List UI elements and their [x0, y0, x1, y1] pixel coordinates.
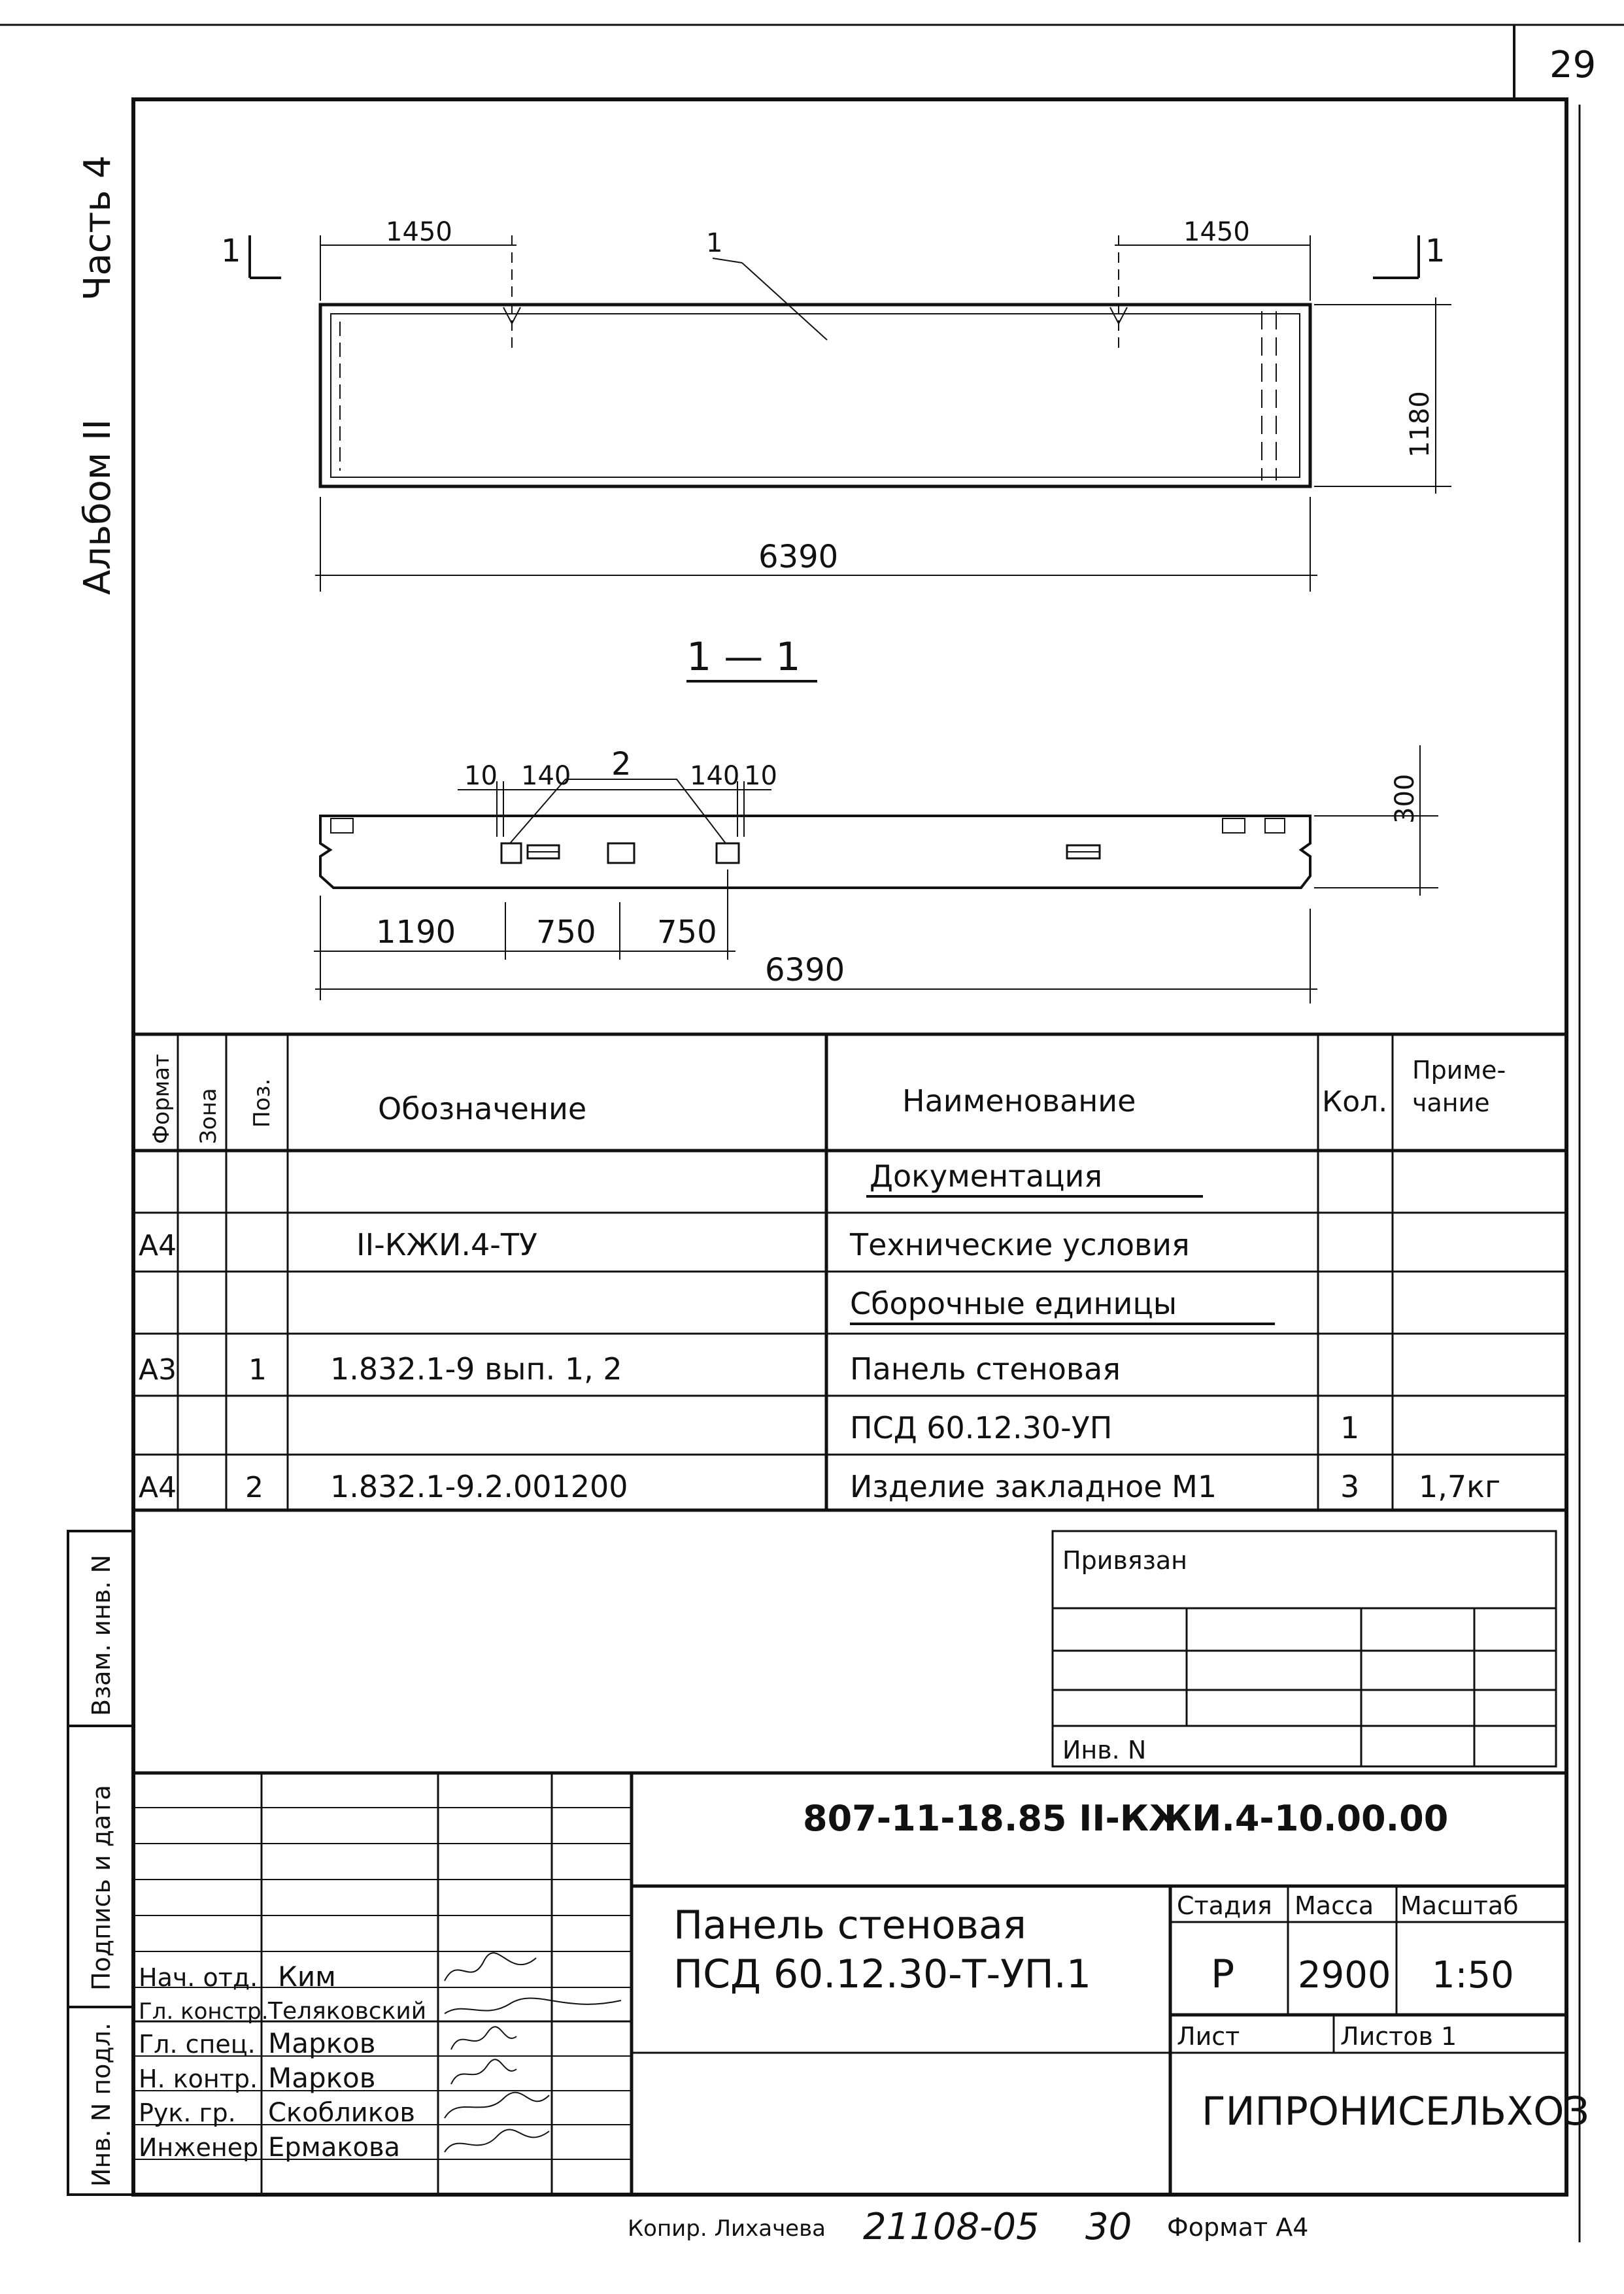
footer-number: 21108-05 — [863, 2206, 1040, 2248]
footer — [628, 2206, 1308, 2248]
cut-mark-left: 1 — [221, 233, 241, 269]
sig-role: Гл. констр. — [139, 1999, 269, 2025]
header-qty: Кол. — [1322, 1085, 1388, 1119]
side-caption — [76, 155, 119, 595]
signature-scribble — [451, 2059, 516, 2084]
dim-750-1: 750 — [536, 914, 596, 951]
vzam-inv-label: Взам. инв. N — [87, 1555, 116, 1716]
sig-name: Марков — [268, 2062, 376, 2094]
binding-label: Привязан — [1062, 1546, 1187, 1575]
row-pos: 1 — [248, 1353, 267, 1387]
row-designation: 1.832.1-9.2.001200 — [330, 1469, 628, 1504]
sig-name: Теляковский — [268, 1998, 427, 2025]
dim-10-right: 10 — [744, 761, 777, 791]
row-designation: 1.832.1-9 вып. 1, 2 — [330, 1351, 622, 1387]
row-name: Документация — [870, 1158, 1103, 1194]
header-note-1: Приме- — [1412, 1056, 1506, 1085]
header-name: Наименование — [902, 1083, 1136, 1119]
panel-outline — [320, 305, 1310, 486]
sign-date-label: Подпись и дата — [87, 1785, 116, 1991]
section-view — [314, 634, 1438, 1004]
part-caption: Часть 4 — [76, 155, 119, 301]
row-format: А4 — [139, 1229, 177, 1262]
sig-name: Ким — [278, 1961, 336, 1993]
scale-label: Масштаб — [1400, 1891, 1519, 1920]
row-format: А3 — [139, 1353, 177, 1387]
drawing-frame — [133, 99, 1566, 2195]
sheets-label: Листов 1 — [1340, 2022, 1457, 2051]
panel-inner-outline — [331, 314, 1300, 477]
binding-box — [1053, 1531, 1556, 1766]
dim-140-left: 140 — [521, 761, 571, 791]
row-name: Изделие закладное М1 — [850, 1469, 1217, 1504]
embedded-item-3 — [608, 843, 634, 863]
sig-name: Марков — [268, 2027, 376, 2059]
document-code: 807-11-18.85 II-КЖИ.4-10.00.00 — [803, 1798, 1449, 1839]
callout-2: 2 — [611, 746, 632, 783]
footer-sheet: 30 — [1085, 2206, 1132, 2248]
signature-scribble — [445, 1953, 536, 1981]
plan-view — [221, 217, 1451, 592]
scale-value: 1:50 — [1432, 1954, 1514, 1997]
sig-role: Гл. спец. — [139, 2030, 256, 2059]
header-designation: Обозначение — [378, 1091, 587, 1126]
title-name-line2: ПСД 60.12.30-Т-УП.1 — [673, 1951, 1092, 1997]
dim-left-1450: 1450 — [386, 217, 452, 247]
album-caption: Альбом II — [76, 419, 119, 595]
row-format: А4 — [139, 1471, 177, 1504]
dim-thickness-300: 300 — [1390, 773, 1420, 824]
dim-1190: 1190 — [376, 914, 456, 951]
row-name: ПСД 60.12.30-УП — [850, 1410, 1113, 1445]
dim-total-6390: 6390 — [765, 952, 845, 988]
header-note-2: чание — [1412, 1088, 1490, 1117]
callout-1: 1 — [706, 228, 723, 258]
title-block — [133, 1773, 1589, 2195]
sig-role: Н. контр. — [139, 2065, 258, 2093]
row-name: Панель стеновая — [850, 1351, 1121, 1387]
signature-scribble — [445, 2129, 549, 2152]
stage-label: Стадия — [1177, 1891, 1272, 1920]
mass-value: 2900 — [1298, 1954, 1391, 1997]
organization: ГИПРОНИСЕЛЬХОЗ — [1202, 2089, 1589, 2134]
row-name: Сборочные единицы — [850, 1286, 1177, 1321]
section-title: 1 — 1 — [686, 634, 801, 680]
dim-length-6390: 6390 — [758, 539, 839, 575]
cut-mark-right: 1 — [1425, 233, 1446, 269]
row-designation: II-КЖИ.4-ТУ — [356, 1227, 537, 1262]
row-pos: 2 — [245, 1471, 263, 1504]
embedded-item-1 — [501, 843, 521, 863]
sig-role: Нач. отд. — [139, 1963, 258, 1992]
embedded-item-4 — [717, 843, 739, 863]
signature-scribble — [451, 2027, 516, 2049]
sig-role: Рук. гр. — [139, 2099, 236, 2127]
sig-role: Инженер — [139, 2133, 259, 2162]
page-number: 29 — [1549, 44, 1597, 86]
row-name: Технические условия — [850, 1227, 1190, 1262]
dim-140-right: 140 — [690, 761, 740, 791]
title-name-line1: Панель стеновая — [673, 1902, 1026, 1948]
binding-inv-label: Инв. N — [1062, 1736, 1147, 1764]
sig-name: Скобликов — [268, 2098, 415, 2128]
dim-10-left: 10 — [464, 761, 498, 791]
footer-copied: Копир. Лихачева — [628, 2216, 826, 2242]
signature-scribble — [445, 1998, 621, 2014]
footer-format: Формат А4 — [1167, 2213, 1309, 2242]
left-stamp — [68, 1531, 133, 2195]
row-qty: 1 — [1340, 1410, 1360, 1445]
stage-value: Р — [1211, 1951, 1235, 1997]
dim-750-2: 750 — [657, 914, 717, 951]
spec-table — [133, 1034, 1566, 1510]
signature-scribble — [445, 2093, 549, 2118]
dim-height-1180: 1180 — [1405, 391, 1435, 458]
row-qty: 3 — [1340, 1469, 1360, 1504]
panel-section-profile — [320, 816, 1310, 888]
header-zone: Зона — [195, 1088, 222, 1144]
sheet-label: Лист — [1177, 2022, 1240, 2051]
header-format: Формат — [148, 1054, 175, 1144]
row-note: 1,7кг — [1419, 1469, 1501, 1504]
sig-name: Ермакова — [268, 2133, 401, 2163]
mass-label: Масса — [1294, 1891, 1374, 1920]
inv-podl-label: Инв. N подл. — [87, 2022, 116, 2187]
header-pos: Поз. — [249, 1078, 275, 1128]
dim-right-1450: 1450 — [1183, 217, 1250, 247]
